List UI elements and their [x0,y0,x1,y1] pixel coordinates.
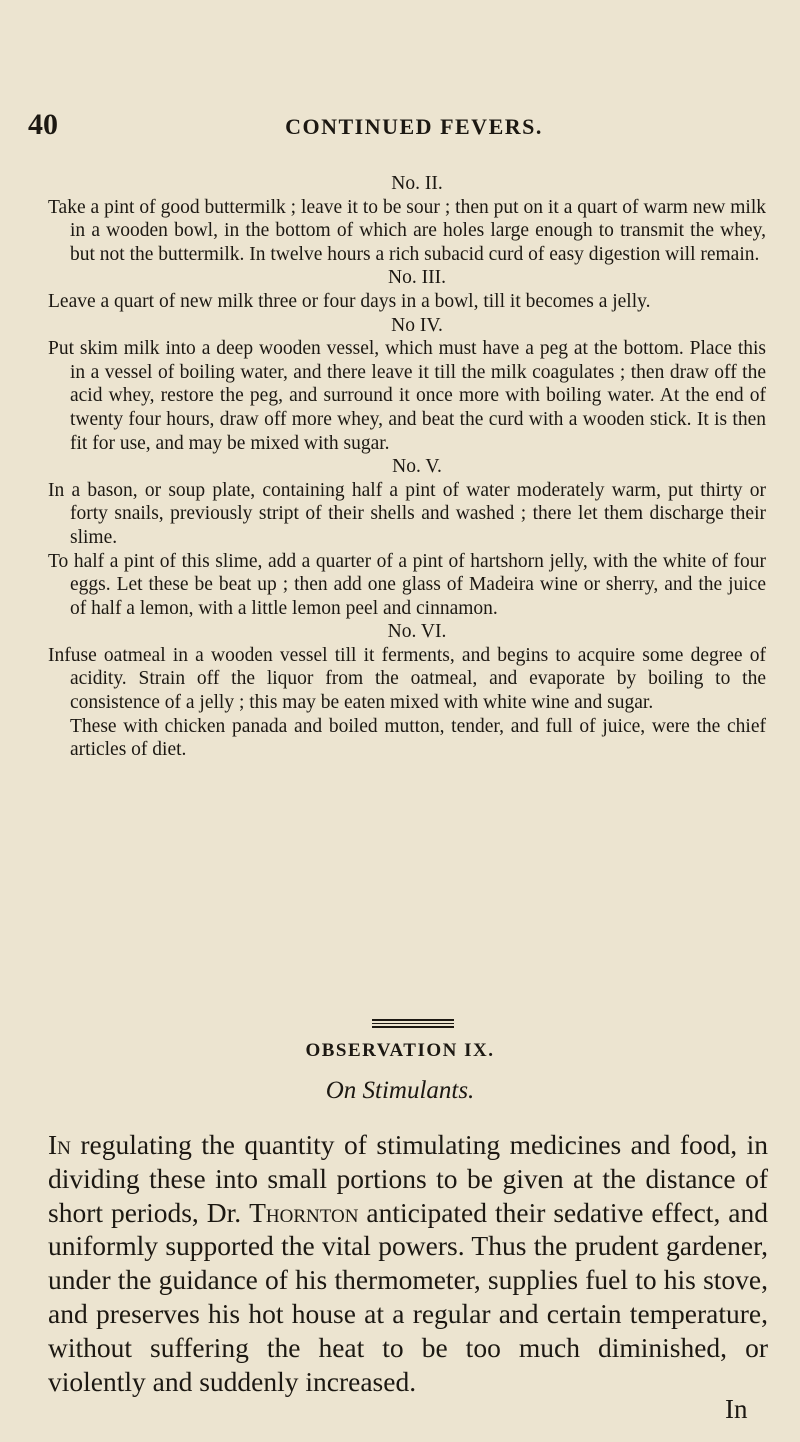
recipe-text: Put skim milk into a deep wooden vessel, which must have a peg at the bottom. Place this in a vessel of boiling water, and there leave it till the milk coagulates ; then draw off the acid whey, restore the peg, and surround it once more with boiling water. At the end of twenty four hours, draw off more whey, and beat the curd with a wooden stick. It is then fit for use, and may be mixed with sugar. [48,338,766,454]
recipe-heading: No. II. [391,173,443,194]
recipe-text: In a bason, or soup plate, containing half a pint of water moderately warm, put thirty or forty snails, previously stript of their shells and washed ; there let them discharge their slime. [48,479,766,548]
catchword: In [725,1394,748,1424]
running-head: CONTINUED FEVERS. [285,114,543,139]
recipe-heading: No. V. [392,456,442,478]
observation-subtitle: On Stimulants. [325,1077,475,1104]
page-number: 40 [28,108,58,141]
closing-paragraph: These with chicken panada and boiled mutton, tender, and full of juice, were the chief articles of diet. [70,715,766,761]
recipe-list [48,172,766,762]
page-header [28,108,760,144]
body-text-part-b: anticipated their sedative effect, and uniformly supported the vital powers. Thus the prudent gardener, under the guidance of his thermometer, supplies fuel to his stove, and preserves his hot house at a regular and certain temperature, without suffering the heat to be too much diminished, or violently and suddenly increased. [48,1196,768,1397]
recipe-text-continued: To half a pint of this slime, add a quarter of a pint of hartshorn jelly, with the white of four eggs. Let these be beat up ; then add one glass of Madeira wine or sherry, and the juice of half a lemon, with a little lemon peel and cinnamon. [48,550,766,619]
recipe-heading: No. VI. [387,621,447,643]
recipe-heading: No IV. [391,314,443,336]
body-text-part-a: regulating the quantity of stimulating medicines and food, in dividing these into small portions to be given at the distance of short periods, Dr. [48,1129,768,1228]
recipe-text: Infuse oatmeal in a wooden vessel till it ferments, and begins to acquire some degree of acidity. Strain off the liquor from the oatmeal, and evaporate by boiling to the consistence of a jelly ; this may be eaten mixed with white wine and sugar. [48,644,766,714]
recipe-text: Leave a quart of new milk three or four days in a bowl, till it becomes a jelly. [48,290,651,312]
section-divider [372,1019,454,1030]
lead-word: In [48,1129,71,1160]
body-paragraph [48,1128,768,1398]
recipe-text: Take a pint of good buttermilk ; leave it to be sour ; then put on it a quart of warm new milk in a wooden bowl, in the bottom of which are holes large enough to transmit the whey, but not the buttermilk. In twelve hours a rich subacid curd of easy digestion will remain. [48,196,766,265]
recipe-heading: No. III. [388,267,446,289]
author-name: Thornton [249,1196,359,1228]
observation-heading: OBSERVATION IX. [305,1040,495,1061]
